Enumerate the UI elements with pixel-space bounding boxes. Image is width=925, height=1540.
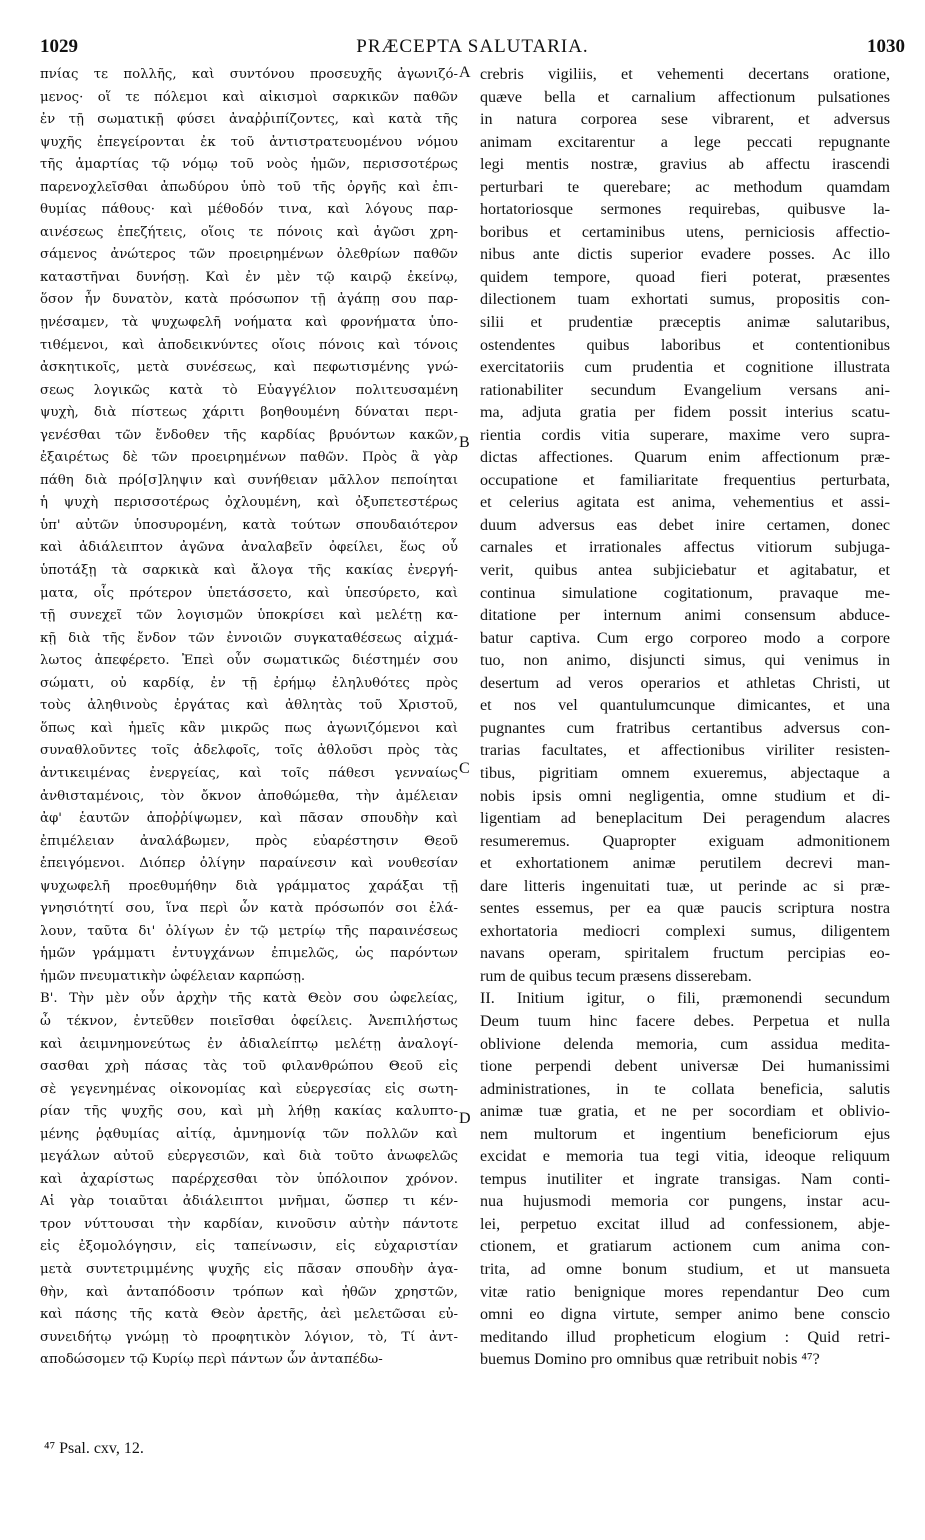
latin-text-line: continua simulatione cogitationum, pravaque me- — [480, 584, 890, 602]
greek-text-line: ἡμῶν πνευματικὴν ὠφέλειαν καρπώσῃ. — [40, 968, 306, 984]
greek-text-line: λωτος ἀπεφέρετο. Ἐπεὶ οὖν σωματικῶς διέστημέν σου — [40, 653, 458, 669]
greek-text-line: εἰς ἐξομολόγησιν, εἰς ταπείνωσιν, εἰς εὐχαριστίαν — [40, 1239, 458, 1255]
latin-text-line: duum adversus eas debet inire certamen, donec — [480, 516, 890, 534]
latin-text-line: trarias facultates, et affectionibus viriliter resisten- — [480, 742, 890, 760]
latin-text-line: silii et prudentiæ præceptis animæ salutaribus, — [480, 314, 890, 332]
greek-text-line: συναθλοῦντες τοῖς ἀδελφοῖς, τοῖς ἀθλοῦσι πρὸς τὰς — [40, 743, 458, 759]
latin-text-line: tuo, non animo, disjuncti simus, qui venimus in — [480, 652, 890, 670]
latin-text-line: animam excitarentur a lege peccati repugnante — [480, 133, 890, 151]
latin-text-line: tione perpendi debent universæ Dei humanissimi — [480, 1058, 890, 1076]
greek-text-line: μενος· οἵ τε πόλεμοι καὶ αἰκισμοὶ σαρκικῶν παθῶν — [40, 89, 458, 105]
latin-text-line: ligentiam ad beneplacitum Dei peragendum alacres — [480, 810, 890, 828]
latin-text-line: nobis ipsis omni negligentia, omne studium et di- — [480, 787, 890, 805]
latin-text-line: boribus et certaminibus utens, perniciosis affectio- — [480, 223, 890, 241]
greek-text-line: ἡμῶν γράμματι ἐντυγχάνων ἐπιμελῶς, ὡς παρόντων — [40, 946, 458, 962]
greek-text-line: τοὺς ἀληθινοὺς ἐργάτας καὶ ἀθλητὰς τοῦ Χριστοῦ, — [40, 698, 458, 714]
greek-column — [40, 64, 458, 1372]
latin-text-line: legi mentis nostræ, gravius ab affectu irascendi — [480, 156, 890, 174]
latin-text-line: et nos vel quantulumcunque dimicantes, et una — [480, 697, 890, 715]
latin-text-line: ostendentes quibus laboribus et contentionibus — [480, 336, 890, 354]
greek-text-line: τῇ συνεχεῖ τῶν λογισμῶν ὑποκρίσει καὶ μελέτῃ κα- — [40, 608, 458, 624]
greek-text-line: κῇ διὰ τῆς ἔνδον τῶν ἐννοιῶν συγκαταθέσεως αἰχμά- — [40, 630, 458, 646]
greek-text-line: καὶ πάσης τῆς κατὰ Θεὸν ἀρετῆς, ἀεὶ μελετῶσαι εὐ- — [40, 1307, 458, 1323]
latin-text-line: Deum tuum hinc facere debes. Perpetua et nulla — [480, 1012, 890, 1030]
greek-text-line: γνησιότητί σου, ἵνα περὶ ὧν κατὰ πρόσωπόν σοι ἐλά- — [40, 901, 458, 917]
latin-text-line: exercitatoriis cum prudentia et cognitione illustrata — [480, 359, 890, 377]
latin-text-line: occupatione et familiaritate frequentius perturbata, — [480, 471, 890, 489]
greek-text-line: θὴν, καὶ ἀνταπόδοσιν τρόπων καὶ ἠθῶν χρηστῶν, — [40, 1284, 458, 1300]
greek-text-line: μένης ῥᾳθυμίας αἰτίᾳ, ἀμνημονίᾳ τῶν πολλῶν καὶ — [40, 1126, 458, 1142]
latin-text-line: quæve bella et carnalium affectionum pulsationes — [480, 88, 890, 106]
greek-text-line: καὶ ἀχαρίστως παρέρχεσθαι τὸν ὑπόλοιπον χρόνον. — [40, 1171, 458, 1187]
latin-text-line: ctionem, et gratiarum actionem cum anima con- — [480, 1238, 890, 1256]
greek-text-line: θυμίας πάθους· καὶ μέθοδόν τινα, καὶ λόγους παρ- — [40, 202, 458, 218]
latin-text-line: omni eo digna virtute, semper animo bene conscio — [480, 1306, 890, 1324]
latin-text-line: administrationes, in te collata beneficia, salutis — [480, 1080, 890, 1098]
latin-text-line: perturbari te querebare; ac methodum quamdam — [480, 178, 890, 196]
greek-text-line: ψυχῆς ἐπεγείρονται ἐκ τοῦ ἀντιστρατευομένου νόμου — [40, 134, 458, 150]
greek-text-line: τρον νύττουσαι τὴν καρδίαν, κινοῦσιν αὐτὴν πάντοτε — [40, 1216, 458, 1232]
greek-text-line: ἀνθισταμένοις, τὸν ὄκνον ἀποθώμεθα, τὴν ἀμέλειαν — [40, 788, 458, 804]
greek-text-line: αποδώσομεν τῷ Κυρίῳ περὶ πάντων ὧν ἀνταπέδω- — [40, 1352, 383, 1368]
greek-text-line: ματα, οἷς πρότερον ὑπετάσσετο, καὶ ὑπεσύρετο, καὶ — [40, 585, 458, 601]
greek-text-line: πνίας τε πολλῆς, καὶ συντόνου προσευχῆς ἀγωνιζό- — [40, 67, 458, 82]
greek-text-line: Β'. Τὴν μὲν οὖν ἀρχὴν τῆς κατὰ Θεὸν σου ὠφελείας, — [40, 991, 458, 1007]
latin-text-line: verit, quibus antea subjiciebatur et agitabatur, et — [480, 562, 890, 580]
greek-text-line: ἐπιμέλειαν ἀναλάβωμεν, πρὸς εὐαρέστησιν Θεοῦ — [40, 833, 458, 849]
greek-text-line: τῆς ἁμαρτίας τῷ νόμῳ τοῦ νοὸς ἡμῶν, περισσοτέρως — [40, 157, 458, 173]
latin-text-line: buemus Domino pro omnibus quæ retribuit nobis ⁴⁷? — [480, 1351, 820, 1369]
greek-text-line: λουν, ταῦτα δι' ὀλίγων ἐν τῷ μετρίῳ τῆς παραινέσεως — [40, 923, 458, 939]
greek-text-line: ὑπ' αὐτῶν ὑποσυρομένη, κατὰ τούτων σπουδαιότερον — [40, 517, 458, 533]
latin-text-line: hortatoriosque sermones requirebas, quibusve la- — [480, 201, 890, 219]
greek-text-line: αινέσεως ἐπεζήτεις, οἵοις τε πόνοις καὶ ἀγῶσι χρη- — [40, 224, 458, 240]
latin-text-line: trita, ad omne bonum studium, et ut mansueta — [480, 1260, 890, 1278]
latin-text-line: desertum ad veros operarios et athletas Christi, ut — [480, 674, 890, 692]
running-title: PRÆCEPTA SALUTARIA. — [356, 36, 589, 57]
greek-text-line: καταστῆναι δυνήσῃ. Καὶ ἐν μὲν τῷ καιρῷ ἐκείνῳ, — [40, 269, 458, 285]
latin-text-line: carnales et irrationales affectus vitiorum subjuga- — [480, 539, 890, 557]
page-number-left: 1029 — [40, 36, 78, 57]
latin-text-line: batur captiva. Cum ergo corporeo modo a corpore — [480, 629, 890, 647]
greek-text-line: σάμενος ἀνώτερος τῶν προειρημένων ὀλεθρίων παθῶν — [40, 247, 458, 263]
greek-text-line: τιθέμενοι, καὶ ἀποδεικνύντες οἵοις πόνοις καὶ τόνοις — [40, 337, 458, 353]
greek-text-line: καὶ ἀειμνημονεύτως ἐν ἀδιαλείπτῳ μελέτῃ ἀναλογί- — [40, 1036, 458, 1052]
latin-text-line: meditando illud propheticum elogium : Quid retri- — [480, 1328, 890, 1346]
latin-text-line: tibus, pigritiam omnem exueremus, abjectaque a — [480, 764, 890, 782]
latin-text-line: rientia cordis vitia superare, maxime vero supra- — [480, 426, 890, 444]
greek-text-line: σὲ γεγενημένας οἰκονομίας καὶ εὐεργεσίας εἰς σωτη- — [40, 1081, 458, 1097]
greek-text-line: Αἱ γὰρ τοιαῦται ἀδιάλειπτοι μνῆμαι, ὥσπερ τι κέν- — [40, 1194, 458, 1210]
latin-text-line: nua hujusmodi memoria cor pungens, instar acu- — [480, 1193, 890, 1211]
latin-column — [480, 64, 890, 1372]
greek-text-line: μεγάλων αὐτοῦ εὐεργεσιῶν, καὶ διὰ τοῦτο ἀνωφελῶς — [40, 1149, 458, 1165]
footnote: ⁴⁷ Psal. cxv, 12. — [44, 1440, 144, 1457]
greek-text-line: ἀντικειμένας ἐνεργείας, καὶ τοῖς πάθεσι γενναίως — [40, 765, 458, 781]
greek-text-line: γενέσθαι τῶν ἔνδοθεν τῆς καρδίας βρυόντων κακῶν, — [40, 427, 458, 443]
greek-text-line: σώματι, οὐ καρδίᾳ, ἐν τῇ ἐρήμῳ ἐληλυθότες πρὸς — [40, 675, 458, 691]
margin-letter-d: D — [459, 1110, 471, 1127]
latin-text-line: ma, adjuta gratia per fidem possit interius scatu- — [480, 404, 890, 422]
greek-text-line: σεως λογικῶς κατὰ τὸ Εὐαγγέλιον πολιτευσαμένη — [40, 382, 458, 398]
margin-letter-b: B — [459, 434, 470, 451]
greek-text-line: ἡ ψυχὴ περισσοτέρως ὀχλουμένη, καὶ ὀξυπετεστέρως — [40, 495, 458, 511]
margin-letter-a: A — [459, 64, 471, 81]
greek-text-line: ἀφ' ἑαυτῶν ἀποῤῥίψωμεν, καὶ πᾶσαν σπουδὴν καὶ — [40, 811, 458, 827]
latin-text-line: et exhortationem animæ perutilem decrevi man- — [480, 855, 890, 873]
latin-text-line: dictas affectiones. Quarum enim affectionum præ- — [480, 449, 890, 467]
margin-letter-c: C — [459, 760, 470, 777]
latin-text-line: et celerius agitata est anima, vehementius et assi- — [480, 494, 890, 512]
latin-text-line: rum de quibus tecum præsens disserebam. — [480, 967, 752, 985]
latin-text-line: nibus ante dictis superior evadere posses. Ac illo — [480, 246, 890, 264]
page-number-right: 1030 — [867, 36, 905, 57]
greek-text-line: ὅπως καὶ ἡμεῖς κἂν μικρῶς πως ἀγωνιζόμενοι καὶ — [40, 720, 458, 736]
greek-text-line: σασθαι χρὴ πάσας τὰς τοῦ φιλανθρώπου Θεοῦ εἰς — [40, 1059, 458, 1075]
greek-text-line: ῃνέσαμεν, τὰ ψυχωφελῆ νοήματα καὶ φρονήματα ὑπο- — [40, 315, 458, 331]
latin-text-line: vitæ ratio benignique mores rependantur Deo cum — [480, 1283, 890, 1301]
latin-text-line: nem multorum et ingentium beneficiorum ejus — [480, 1125, 890, 1143]
greek-text-line: παρενοχλεῖσθαι ἀπωδύρου ὑπὸ τοῦ τῆς ὀργῆς καὶ ἐπι- — [40, 179, 458, 195]
greek-text-line: συνειδήτῳ γνώμῃ τὸ προφητικὸν λόγιον, τὸ, Τί ἀντ- — [40, 1329, 458, 1345]
latin-text-line: dilectionem tuam exhortati sumus, propositis con- — [480, 291, 890, 309]
latin-text-line: oblivione delenda memoria, cum assidua medita- — [480, 1035, 890, 1053]
latin-text-line: dare litteris ingenuitati tuæ, ut perinde ac si præ- — [480, 877, 890, 895]
latin-text-line: animæ tuæ gratia, et ne per socordiam et oblivio- — [480, 1103, 890, 1121]
greek-text-line: ἀσκητικοῖς, μετὰ συνέσεως, καὶ πεφωτισμένης γνώ- — [40, 360, 458, 376]
latin-text-line: excidat e memoria tua tegi vitia, ideoque reliquum — [480, 1148, 890, 1166]
greek-text-line: ψυχωφελῆ προεθυμήθην διὰ γράμματος χαράξαι τῇ — [40, 878, 458, 894]
latin-text-line: exhortatoria mediocri complexi sumus, diligentem — [480, 922, 890, 940]
greek-text-line: ὅσον ἦν δυνατὸν, κατὰ πρόσωπον τῇ ἀγάπῃ σου παρ- — [40, 292, 458, 308]
greek-text-line: μετὰ συντετριμμένης ψυχῆς εἰς πᾶσαν σπουδὴν ἀγα- — [40, 1261, 458, 1277]
greek-text-line: ψυχὴ, διὰ πίστεως χάριτι βοηθουμένη δύναται περι- — [40, 405, 458, 421]
greek-text-line: ὦ τέκνον, ἐντεῦθεν ποιεῖσθαι ὀφείλεις. Ἀνεπιλήστως — [40, 1013, 458, 1029]
greek-text-line: ἐξαιρέτως δὲ τῶν προειρημένων παθῶν. Πρὸς ἃ γὰρ — [40, 450, 458, 466]
latin-text-line: resumeremus. Quapropter exiguam admonitionem — [480, 832, 890, 850]
greek-text-line: ἐπειγόμενοι. Διόπερ ὀλίγην παραίνεσιν καὶ νουθεσίαν — [40, 856, 458, 872]
latin-text-line: in natura corporea sese vibrarent, et adversus — [480, 111, 890, 129]
latin-text-line: navans operam, spiritalem fructum percipias eo- — [480, 945, 890, 963]
latin-text-line: lei, perpetuo excitat illud ad confessionem, abje- — [480, 1215, 890, 1233]
greek-text-line: ἐν τῇ σωματικῇ φύσει ἀναῤῥιπίζοντες, καὶ κατὰ τῆς — [40, 112, 458, 128]
latin-text-line: quidem tempore, quoad fieri poterat, præsentes — [480, 268, 890, 286]
latin-text-line: crebris vigiliis, et vehementi decertans oratione, — [480, 66, 890, 83]
greek-text-line: ὑποτάξῃ τὰ σαρκικὰ καὶ ἄλογα τῆς κακίας ἐνεργή- — [40, 563, 458, 579]
latin-text-line: rationabiliter secundum Evangelium versans ani- — [480, 381, 890, 399]
greek-text-line: καὶ ἀδιάλειπτον ἀγῶνα ἀναλαβεῖν ὀφείλει, ἕως οὗ — [40, 540, 458, 556]
greek-text-line: ρίαν τῆς ψυχῆς σου, καὶ μὴ λήθῃ κακίας καλυπτο- — [40, 1104, 458, 1120]
page-header — [40, 36, 905, 60]
latin-text-line: II. Initium igitur, o fili, præmonendi secundum — [480, 990, 890, 1008]
latin-text-line: pugnantes cum fratribus certantibus adversus con- — [480, 719, 890, 737]
latin-text-line: ditatione per internum animi consensum abduce- — [480, 607, 890, 625]
latin-text-line: sentes essemus, per ea quæ paucis scriptura nostra — [480, 900, 890, 918]
latin-text-line: tempus inutiliter et ingrate transigas. Nam conti- — [480, 1170, 890, 1188]
greek-text-line: πάθη διὰ πρό[σ]ληψιν καὶ συνήθειαν μᾶλλον πεποίηται — [40, 472, 458, 488]
